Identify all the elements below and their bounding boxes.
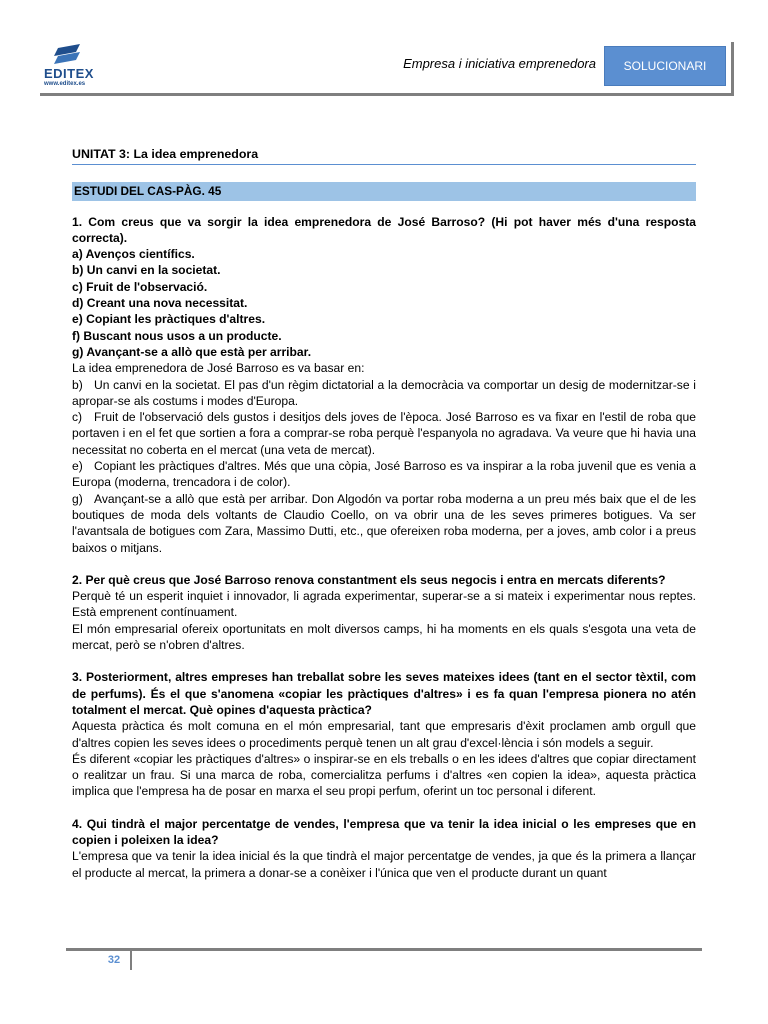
- q3-answer-paragraph: És diferent «copiar les pràctiques d'altres» o inspirar-se en els treballs o en les idees d'altres que copiar directament o realitzar un frau. Si una marca de roba, comercialitza perfums i d'altres «en copien la idea», aquesta pràctica implica que l'empresa ha de posar en marxa el seu propi perfum, oferint un toc personal i diferent.: [72, 751, 696, 799]
- q1-answer-c: c) Fruit de l'observació dels gustos i desitjos dels joves de l'època. José Barroso es va fixar en l'estil de roba que portaven i en el fet que sortien a fora a comprar-se roba perquè l'espanyola no agradava. Va veure que hi havia una necessitat no coberta en el mercat (una veta de mercat).: [72, 410, 696, 457]
- question-3: 3. Posteriorment, altres empreses han treballat sobre les seves mateixes idees (tant en el sector tèxtil, com de perfums). És el que s'anomena «copiar les pràctiques d'altres» i es fa quan l'empresa pionera no atén totalment el mercat. Què opines d'aquesta pràctica?: [72, 670, 696, 717]
- footer-vertical-divider: [130, 951, 132, 970]
- q2-answer-paragraph: Perquè té un esperit inquiet i innovador, li agrada experimentar, superar-se a si mateix i experimentar nous reptes. Està emprenent contínuament.: [72, 589, 696, 620]
- page-number: 32: [107, 954, 121, 966]
- footer-divider: [66, 948, 702, 951]
- q3-answer-paragraph: Aquesta pràctica és molt comuna en el món empresarial, tant que empresaris d'èxit proclamen amb orgull que d'altres copien les seves idees o procediments perquè tenen un alt grau d'excel·lència i són models a seguir.: [72, 719, 696, 750]
- q1-option-d: d) Creant una nova necessitat.: [72, 296, 248, 311]
- book-title: Empresa i iniciativa emprenedora: [403, 56, 596, 71]
- header-vertical-divider: [731, 42, 734, 96]
- logo-text: EDITEX: [44, 66, 94, 81]
- page-content: [72, 146, 696, 881]
- logo-url: www.editex.es: [44, 81, 86, 87]
- q1-answer-intro: La idea emprenedora de José Barroso es va basar en:: [72, 361, 365, 376]
- q1-option-g: g) Avançant-se a allò que està per arribar.: [72, 344, 312, 359]
- q1-answer-b: b) Un canvi en la societat. El pas d'un règim dictatorial a la democràcia va comportar un desig de modernitzar-se i apropar-se als costums i modes d'Europa.: [72, 377, 696, 408]
- q1-option-b: b) Un canvi en la societat.: [72, 263, 221, 278]
- header-divider: [40, 93, 732, 96]
- q2-answer-paragraph: El món empresarial ofereix oportunitats en molt diversos camps, hi ha moments en els quals s'esgota una veta de mercat, però se n'obren d'altres.: [72, 621, 696, 653]
- q1-answer-e: e) Copiant les pràctiques d'altres. Més que una còpia, José Barroso es va inspirar a la roba juvenil que es venia a Europa (moderna, trencadora i de color).: [72, 459, 696, 490]
- question-4: 4. Qui tindrà el major percentatge de vendes, l'empresa que va tenir la idea inicial o les empreses que en copien i poleixen la idea?: [72, 816, 696, 847]
- question-2: 2. Per què creus que José Barroso renova constantment els seus negocis i entra en mercats diferents?: [72, 572, 666, 587]
- section-title: ESTUDI DEL CAS-PÀG. 45: [72, 182, 696, 200]
- q4-answer-paragraph: L'empresa que va tenir la idea inicial és la que tindrà el major percentatge de vendes, ja que és la primera a llançar el producte al mercat, la primera a donar-se a conèixer i l'única que ven el producte durant un quant: [72, 849, 696, 880]
- solucionari-badge: SOLUCIONARI: [604, 46, 726, 86]
- q1-option-a: a) Avenços científics.: [72, 247, 195, 262]
- question-1: 1. Com creus que va sorgir la idea emprenedora de José Barroso? (Hi pot haver més d'una resposta correcta).: [72, 214, 696, 245]
- q1-answer-g: g) Avançant-se a allò que està per arribar. Don Algodón va portar roba moderna a un preu més baix que el de les boutiques de moda dels voltants de Claudio Coello, on va obrir una de les seves primeres botigues. Va ser l'avantsala de botigues com Zara, Massimo Dutti, etc., que ofereixen roba moderna, per a joves, amb color i a preus baixos o mitjans.: [72, 491, 696, 555]
- q1-option-e: e) Copiant les pràctiques d'altres.: [72, 312, 266, 327]
- q1-option-c: c) Fruit de l'observació.: [72, 279, 208, 294]
- unit-title: UNITAT 3: La idea emprenedora: [72, 146, 696, 165]
- q1-option-f: f) Buscant nous usos a un producte.: [72, 328, 282, 343]
- page-header: [0, 0, 768, 100]
